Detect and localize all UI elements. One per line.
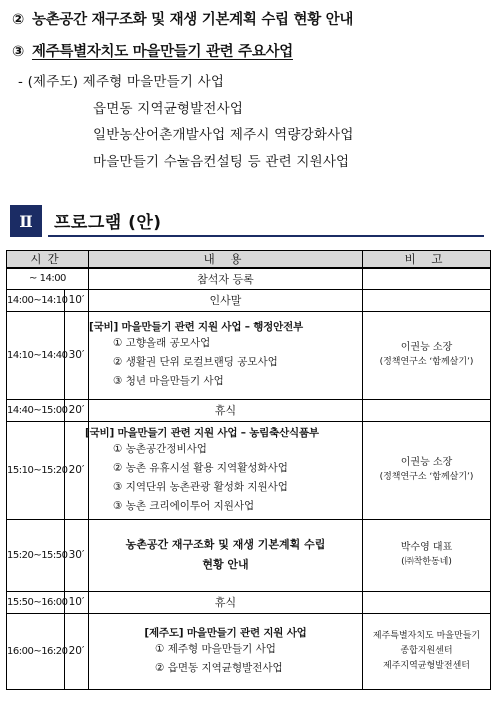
session-item: ② 생활권 단위 로컬브랜딩 공모사업 xyxy=(113,356,278,368)
speaker-name: 박수영 대표 xyxy=(400,542,453,553)
content-cell xyxy=(89,311,363,399)
session-item: ③ 청년 마을만들기 사업 xyxy=(113,375,224,387)
table-row xyxy=(7,399,491,421)
session-item: ① 고향올래 공모사업 xyxy=(113,337,211,349)
note-cell xyxy=(363,289,491,311)
session-item: ③ 지역단위 농촌관광 활성화 지원사업 xyxy=(113,480,288,493)
content-cell: 인사말 xyxy=(89,289,363,311)
table-row xyxy=(7,613,491,689)
section-title: 프로그램 (안) xyxy=(54,213,162,233)
organizer-name: 제주지역균형발전센터 xyxy=(383,660,470,671)
session-title: [국비] 마을만들기 관련 지원 사업 – 농림축산식품부 xyxy=(85,426,319,439)
note-cell xyxy=(363,613,491,689)
note-cell xyxy=(363,399,491,421)
heading-2-number: ② xyxy=(12,12,24,28)
table-row xyxy=(7,421,491,519)
table-row xyxy=(7,591,491,613)
project-line-4: 마을만들기 수눌음컨설팅 등 관련 지원사업 xyxy=(93,154,350,170)
duration-cell: 10′ xyxy=(65,591,89,613)
time-cell: 14:10~14:40 xyxy=(7,311,65,399)
time-cell: 14:00~14:10 xyxy=(7,289,65,311)
heading-3-number: ③ xyxy=(12,44,24,60)
duration-cell: 30′ xyxy=(65,519,89,591)
table-row xyxy=(7,311,491,399)
content-cell: 참석자 등록 xyxy=(89,268,363,289)
program-table xyxy=(6,250,491,690)
table-header-row xyxy=(7,251,491,269)
session-title: [제주도] 마을만들기 관련 지원 사업 xyxy=(144,626,307,639)
time-cell: 15:10~15:20 xyxy=(7,421,65,519)
speaker-org: (정책연구소 ‘함께살기’) xyxy=(379,472,474,482)
duration-cell: 10′ xyxy=(65,289,89,311)
session-title: [국비] 마을만들기 관련 지원 사업 – 행정안전부 xyxy=(89,321,303,333)
organizer-name: 종합지원센터 xyxy=(400,645,453,656)
note-cell xyxy=(363,591,491,613)
session-item: ② 읍면동 지역균형발전사업 xyxy=(155,661,283,674)
heading-2-text: 농촌공간 재구조화 및 재생 기본계획 수립 현황 안내 xyxy=(31,12,354,28)
speaker-org: (정책연구소 ‘함께살기’) xyxy=(379,357,474,367)
content-cell xyxy=(89,613,363,689)
session-item: ① 제주형 마을만들기 사업 xyxy=(155,642,276,655)
duration-cell: 20′ xyxy=(65,421,89,519)
time-cell: ~ 14:00 xyxy=(7,268,89,289)
header-note: 비 고 xyxy=(363,251,491,269)
note-cell xyxy=(363,268,491,289)
heading-3 xyxy=(12,40,293,61)
table-row xyxy=(7,519,491,591)
section-divider xyxy=(48,235,484,237)
content-cell xyxy=(85,421,363,519)
content-cell xyxy=(89,519,363,591)
duration-cell: 20′ xyxy=(65,399,89,421)
heading-3-text: 제주특별자치도 마을만들기 관련 주요사업 xyxy=(31,44,293,60)
speaker-name: 이권능 소장 xyxy=(400,457,453,468)
note-cell xyxy=(363,519,491,591)
project-line-1: - (제주도) 제주형 마을만들기 사업 xyxy=(18,74,225,90)
project-line-2: 읍면동 지역균형발전사업 xyxy=(93,101,244,117)
time-cell: 16:00~16:20 xyxy=(7,613,65,689)
content-cell: 휴식 xyxy=(89,399,363,421)
table-row xyxy=(7,289,491,311)
table-row xyxy=(7,268,491,289)
organizer-name: 제주특별자치도 마을만들기 xyxy=(372,630,481,641)
section-badge: Ⅱ xyxy=(10,205,42,237)
session-item: ② 농촌 유휴시설 활용 지역활성화사업 xyxy=(113,461,288,474)
session-item: ③ 농촌 크리에이투어 지원사업 xyxy=(113,499,255,512)
duration-cell: 30′ xyxy=(65,311,89,399)
heading-2 xyxy=(12,8,353,29)
time-cell: 14:40~15:00 xyxy=(7,399,65,421)
duration-cell: 20′ xyxy=(65,613,89,689)
note-cell xyxy=(363,421,491,519)
speaker-name: 이권능 소장 xyxy=(400,342,453,353)
section-header xyxy=(10,205,480,237)
session-item: ① 농촌공간정비사업 xyxy=(113,442,207,455)
note-cell xyxy=(363,311,491,399)
time-cell: 15:20~15:50 xyxy=(7,519,65,591)
speaker-org: (㈜착한동네) xyxy=(401,557,452,567)
project-line-3: 일반농산어촌개발사업 제주시 역량강화사업 xyxy=(93,127,354,143)
time-cell: 15:50~16:00 xyxy=(7,591,65,613)
header-content: 내 용 xyxy=(89,251,363,269)
session-title: 농촌공간 재구조화 및 재생 기본계획 수립 xyxy=(125,538,326,551)
header-time: 시간 xyxy=(7,251,89,269)
session-subtitle: 현황 안내 xyxy=(202,558,249,571)
content-cell: 휴식 xyxy=(89,591,363,613)
